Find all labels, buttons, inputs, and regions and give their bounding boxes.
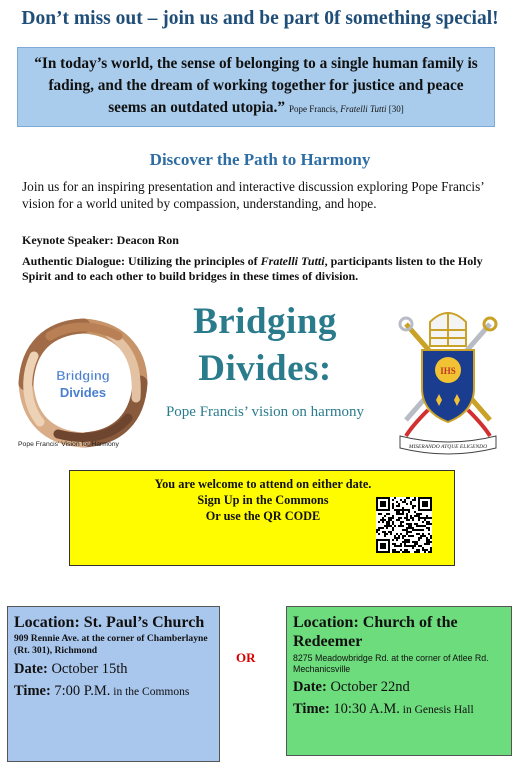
location-address: 909 Rennie Ave. at the corner of Chamberlayne (Rt. 301), Richmond: [14, 633, 208, 656]
quote-text: “In today’s world, the sense of belonging to a single human family is fading, and the dream of working together for justice and peace seems an outdated utopia.”: [34, 55, 478, 116]
title-line-2: Divides:: [198, 348, 332, 389]
time-note: in the Commons: [110, 686, 190, 698]
signup-text: Sign Up in the Commons: [197, 493, 329, 507]
quote-cite-work: Fratelli Tutti: [340, 104, 387, 114]
logo-text-line1: Bridging: [56, 368, 110, 383]
quote-cite-ref: [30]: [386, 104, 404, 114]
qr-code-icon[interactable]: [376, 497, 432, 553]
time-value: 10:30 A.M.: [329, 701, 400, 717]
quote-box: [17, 47, 495, 127]
location-title: Location: Church of the Redeemer: [293, 614, 458, 650]
title-line-1: Bridging: [193, 301, 337, 342]
welcome-text: You are welcome to attend on either date.: [154, 477, 372, 491]
location-box-redeemer: [286, 606, 512, 756]
location-time: [293, 700, 505, 720]
qr-text: Or use the QR CODE: [205, 509, 321, 523]
papal-coat-of-arms: [392, 308, 504, 456]
location-box-st-pauls: [7, 606, 220, 762]
dialogue-suffix: , participants listen to the Holy Spirit and to each other to build bridges in these times of division.: [22, 254, 483, 283]
dialogue-work: Fratelli Tutti: [260, 254, 325, 268]
time-value: 7:00 P.M.: [50, 683, 111, 699]
intro-paragraph: Join us for an inspiring presentation and interactive discussion exploring Pope Francis’ vision for a world united by compassion, understanding, and hope.: [22, 179, 484, 211]
keynote-speaker: Keynote Speaker: Deacon Ron: [22, 233, 179, 247]
coat-of-arms-icon: [392, 308, 504, 456]
or-separator: OR: [236, 650, 256, 665]
location-time: [14, 682, 213, 702]
dialogue-prefix: Authentic Dialogue: Utilizing the principles of: [22, 254, 261, 268]
logo-text-line2: Divides: [59, 385, 107, 400]
coa-motto: MISERANDO ATQUE ELIGENDO: [408, 444, 488, 450]
time-note: in Genesis Hall: [399, 704, 474, 716]
coa-monogram: IHS: [440, 366, 456, 376]
location-title: Location: St. Paul’s Church: [14, 614, 205, 631]
date-label: Date:: [293, 679, 327, 695]
time-label: Time:: [293, 701, 330, 717]
quote-cite-prefix: Pope Francis,: [289, 104, 341, 114]
date-label: Date:: [14, 661, 48, 677]
headline: Don’t miss out – join us and be part 0f something special!: [21, 8, 499, 29]
dialogue-paragraph: [22, 254, 504, 284]
location-date: [293, 678, 505, 697]
location-date: [14, 660, 213, 679]
signup-box: [69, 470, 455, 566]
bridging-divides-logo: [18, 318, 148, 448]
hands-circle-icon: [18, 318, 148, 448]
qr-code-image[interactable]: [376, 497, 432, 553]
location-address: 8275 Meadowbridge Rd. at the corner of Atlee Rd. Mechanicsville: [293, 653, 489, 674]
date-value: October 15th: [47, 661, 128, 677]
date-value: October 22nd: [326, 679, 410, 695]
logo-caption: Pope Francis' Vision for Harmony: [18, 441, 119, 448]
section-title: Discover the Path to Harmony: [149, 150, 371, 169]
title-subtitle: Pope Francis’ vision on harmony: [165, 404, 365, 420]
time-label: Time:: [14, 683, 51, 699]
quote-citation: [289, 104, 404, 114]
